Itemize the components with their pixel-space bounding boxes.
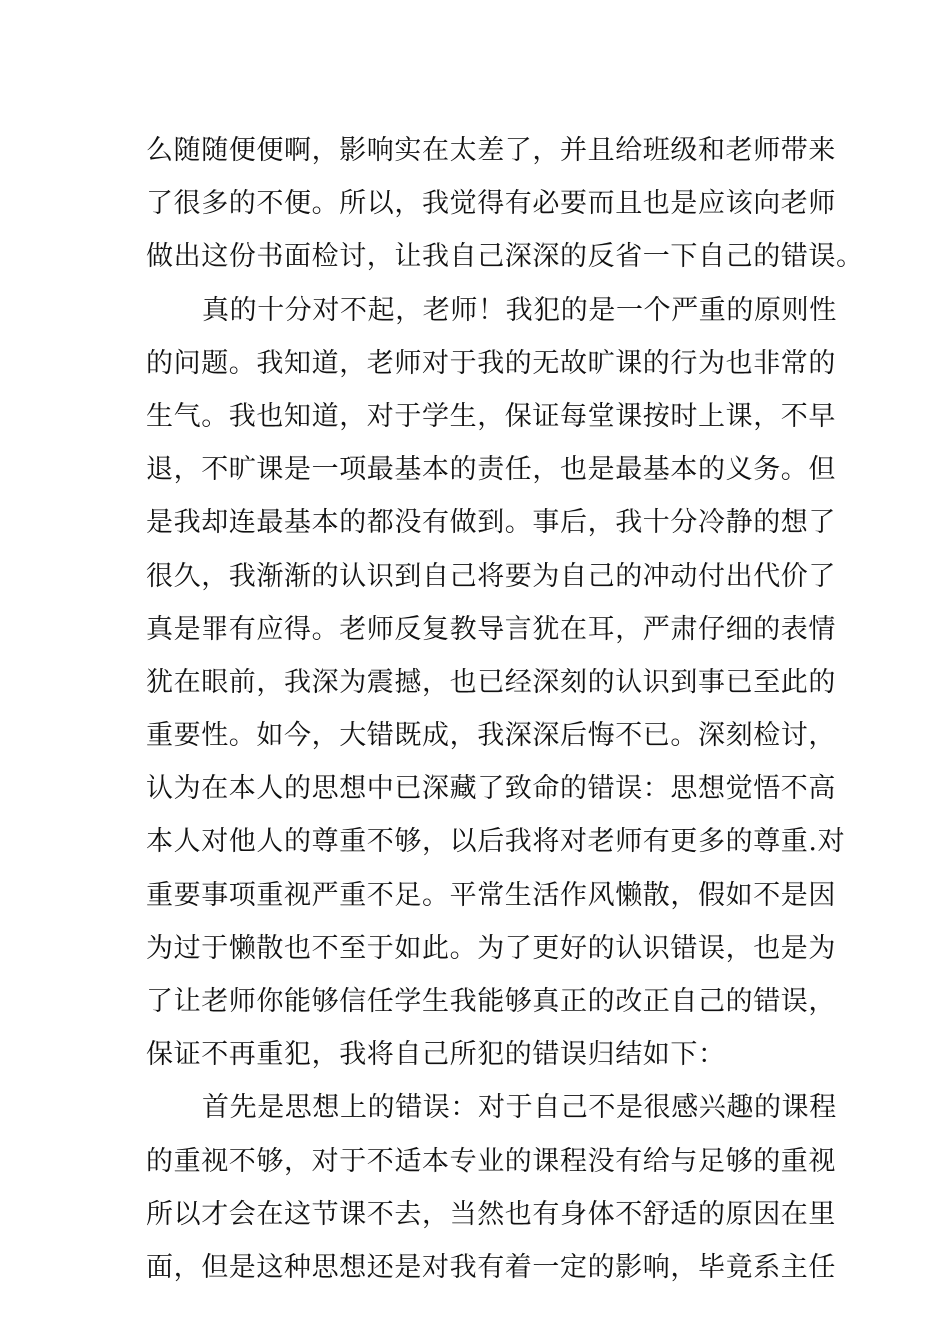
document-body [146, 124, 864, 1294]
paragraph-start-line: 首先是思想上的错误：对于自己不是很感兴趣的课程 [202, 1092, 837, 1124]
text-line: 了很多的不便。所以，我觉得有必要而且也是应该向老师 [146, 188, 836, 220]
text-line: 为过于懒散也不至于如此。为了更好的认识错误，也是为 [146, 932, 836, 964]
text-line: 真是罪有应得。老师反复教导言犹在耳，严肃仔细的表情 [146, 613, 836, 645]
text-line: 的重视不够，对于不适本专业的课程没有给与足够的重视 [146, 1145, 836, 1177]
text-line: 重要性。如今，大错既成，我深深后悔不已。深刻检讨， [146, 720, 836, 752]
text-line: 很久，我渐渐的认识到自己将要为自己的冲动付出代价了 [146, 560, 836, 592]
text-line: 犹在眼前，我深为震撼，也已经深刻的认识到事已至此的 [146, 666, 836, 698]
text-line: 做出这份书面检讨，让我自己深深的反省一下自己的错误。 [146, 241, 864, 273]
text-line: 了让老师你能够信任学生我能够真正的改正自己的错误， [146, 986, 836, 1017]
text-line: 面，但是这种思想还是对我有着一定的影响，毕竟系主任 [146, 1251, 836, 1283]
text-line: 本人对他人的尊重不够，以后我将对老师有更多的尊重.对 [146, 826, 846, 858]
text-line: 是我却连最基本的都没有做到。事后，我十分冷静的想了 [146, 507, 836, 539]
text-line: 重要事项重视严重不足。平常生活作风懒散，假如不是因 [146, 879, 836, 911]
text-line: 生气。我也知道，对于学生，保证每堂课按时上课，不早 [146, 400, 836, 432]
text-line: 所以才会在这节课不去，当然也有身体不舒适的原因在里 [146, 1198, 836, 1230]
text-line: 保证不再重犯，我将自己所犯的错误归结如下： [146, 1039, 726, 1071]
text-line: 退，不旷课是一项最基本的责任，也是最基本的义务。但 [146, 454, 836, 486]
text-line: 的问题。我知道，老师对于我的无故旷课的行为也非常的 [146, 347, 836, 379]
text-line: 认为在本人的思想中已深藏了致命的错误：思想觉悟不高 [146, 773, 836, 805]
paragraph-start-line: 真的十分对不起，老师！我犯的是一个严重的原则性 [202, 294, 837, 326]
text-line: 么随随便便啊，影响实在太差了，并且给班级和老师带来 [146, 135, 836, 166]
